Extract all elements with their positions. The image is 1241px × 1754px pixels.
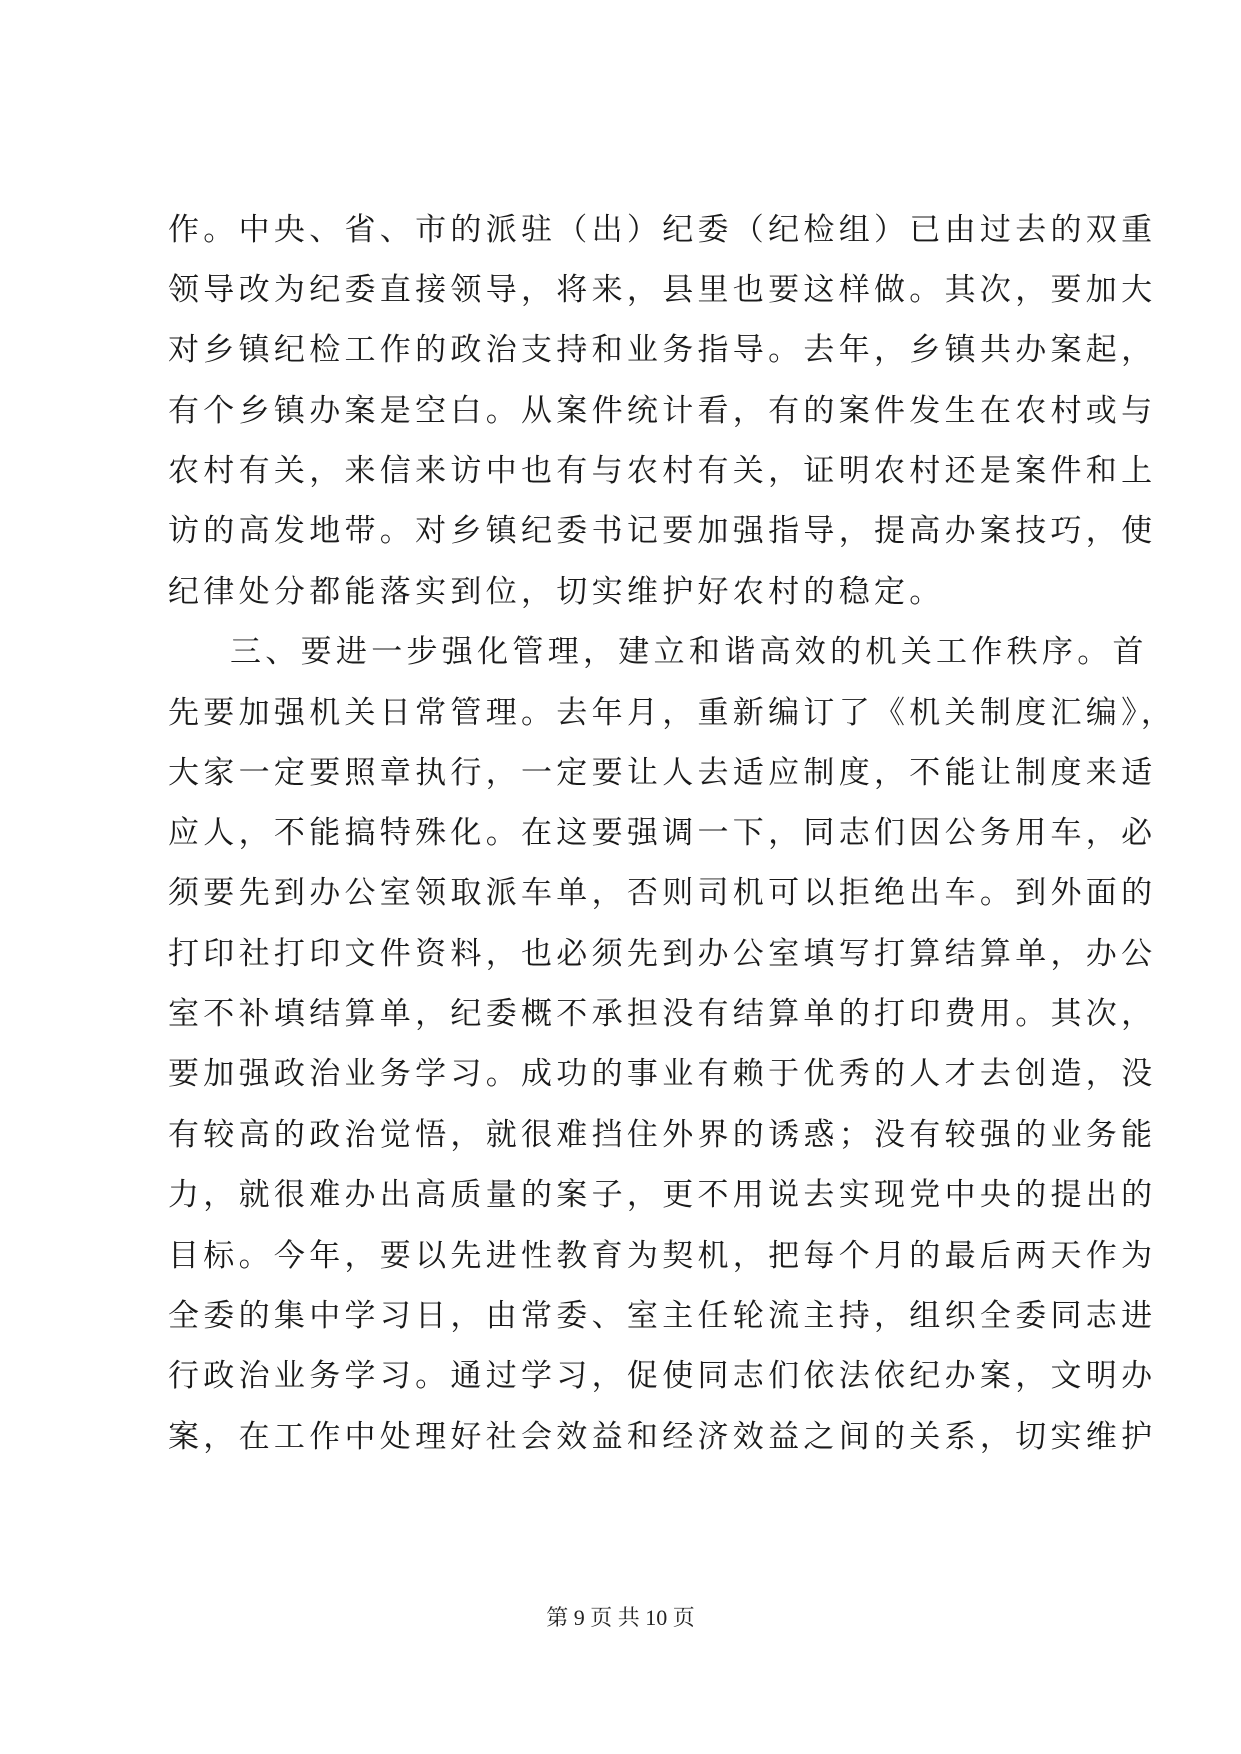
- paragraph-start-line: 三、要进一步强化管理，建立和谐高效的机关工作秩序。首: [230, 634, 1148, 670]
- text-line: 室不补填结算单，纪委概不承担没有结算单的打印费用。其次，: [168, 996, 1157, 1032]
- text-line: 访的高发地带。对乡镇纪委书记要加强指导，提高办案技巧，使: [168, 513, 1157, 549]
- text-line: 作。中央、省、市的派驻（出）纪委（纪检组）已由过去的双重: [168, 212, 1157, 248]
- text-line: 力，就很难办出高质量的案子，更不用说去实现党中央的提出的: [168, 1177, 1157, 1213]
- text-line: 有较高的政治觉悟，就很难挡住外界的诱惑；没有较强的业务能: [168, 1117, 1157, 1153]
- text-line: 要加强政治业务学习。成功的事业有赖于优秀的人才去创造，没: [168, 1056, 1157, 1092]
- text-line: 纪律处分都能落实到位，切实维护好农村的稳定。: [168, 574, 945, 610]
- text-line: 先要加强机关日常管理。去年月，重新编订了《机关制度汇编》，: [168, 695, 1177, 731]
- text-line: 农村有关，来信来访中也有与农村有关，证明农村还是案件和上: [168, 453, 1157, 489]
- text-line: 打印社打印文件资料，也必须先到办公室填写打算结算单，办公: [168, 936, 1157, 972]
- text-line: 须要先到办公室领取派车单，否则司机可以拒绝出车。到外面的: [168, 875, 1157, 911]
- text-line: 案，在工作中处理好社会效益和经济效益之间的关系，切实维护: [168, 1419, 1157, 1455]
- text-line: 有个乡镇办案是空白。从案件统计看，有的案件发生在农村或与: [168, 393, 1157, 429]
- text-line: 大家一定要照章执行，一定要让人去适应制度，不能让制度来适: [168, 755, 1157, 791]
- page-number-footer: 第 9 页 共 10 页: [546, 1605, 695, 1630]
- text-line: 目标。今年，要以先进性教育为契机，把每个月的最后两天作为: [168, 1238, 1157, 1274]
- text-line: 对乡镇纪检工作的政治支持和业务指导。去年，乡镇共办案起，: [168, 332, 1157, 368]
- text-line: 领导改为纪委直接领导，将来，县里也要这样做。其次，要加大: [168, 272, 1157, 308]
- text-line: 全委的集中学习日，由常委、室主任轮流主持，组织全委同志进: [168, 1298, 1157, 1334]
- text-line: 应人，不能搞特殊化。在这要强调一下，同志们因公务用车，必: [168, 815, 1157, 851]
- text-line: 行政治业务学习。通过学习，促使同志们依法依纪办案，文明办: [168, 1358, 1157, 1394]
